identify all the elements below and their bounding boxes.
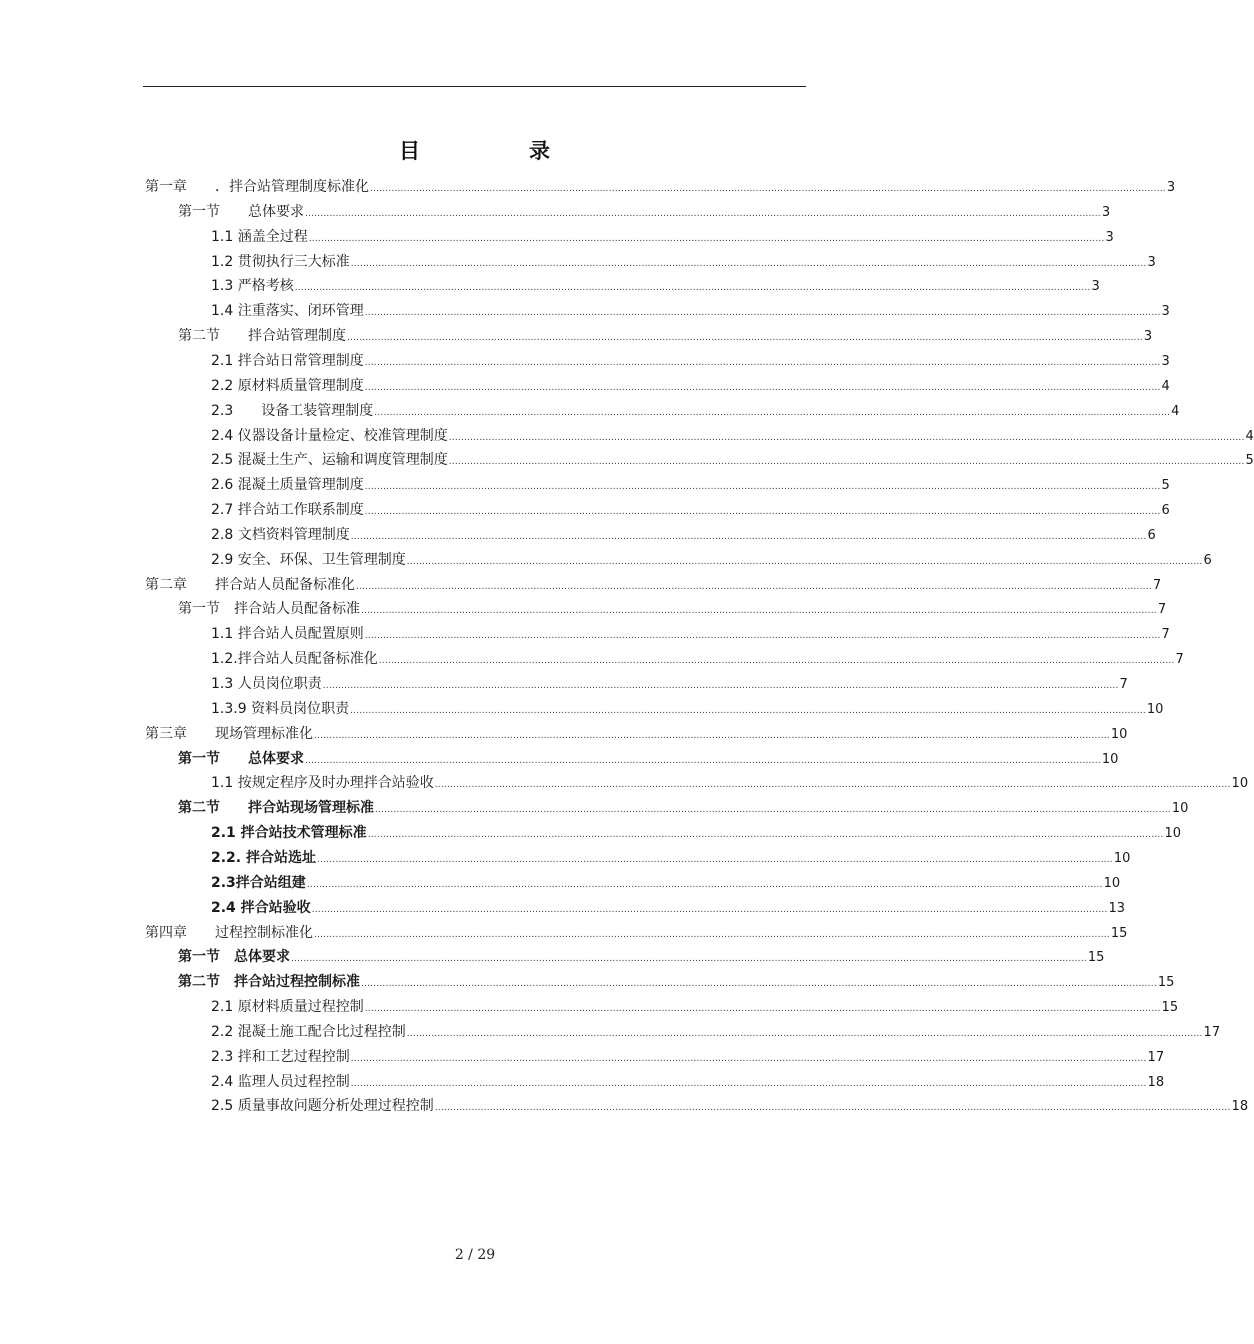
toc-entry-page: 4 [1161, 378, 1170, 394]
toc-dot-leader: .................................................................................................................................................................................................................................................................... [356, 581, 1152, 592]
toc-entry-title: 第一节 总体要求 [178, 949, 290, 966]
toc-entry[interactable] [211, 425, 1254, 447]
toc-entry-title: 2.4 拌合站验收 [211, 899, 311, 916]
toc-entry[interactable] [178, 325, 1153, 347]
toc-entry-title: 2.8 文档资料管理制度 [211, 526, 350, 543]
toc-dot-leader: .................................................................................................................................................................................................................................................................... [350, 258, 1147, 269]
toc-entry-page: 7 [1175, 652, 1184, 668]
toc-dot-leader: .................................................................................................................................................................................................................................................................... [434, 780, 1231, 791]
toc-entry-title: 1.3.9 资料员岗位职责 [211, 700, 350, 717]
toc-entry-title: 2.5 混凝土生产、运输和调度管理制度 [211, 452, 448, 469]
toc-entry[interactable] [211, 524, 1156, 546]
toc-dot-leader: .................................................................................................................................................................................................................................................................... [448, 457, 1245, 468]
toc-entry[interactable] [211, 1095, 1249, 1117]
toc-dot-leader: .................................................................................................................................................................................................................................................................... [347, 333, 1143, 344]
toc-entry-page: 10 [1103, 875, 1121, 891]
toc-entry[interactable] [211, 474, 1170, 496]
toc-entry[interactable] [145, 723, 1128, 745]
toc-entry-title: 1.2.拌合站人员配备标准化 [211, 651, 378, 668]
toc-entry-page: 10 [1231, 776, 1249, 792]
toc-entry-page: 3 [1166, 180, 1176, 195]
toc-title: 目 录 [399, 138, 594, 163]
toc-entry[interactable] [211, 872, 1121, 894]
toc-dot-leader: .................................................................................................................................................................................................................................................................... [350, 1078, 1147, 1089]
toc-entry-page: 17 [1203, 1024, 1221, 1040]
toc-dot-leader: .................................................................................................................................................................................................................................................................... [305, 755, 1101, 766]
toc-entry[interactable] [211, 300, 1170, 322]
toc-entry-page: 10 [1110, 726, 1128, 742]
toc-entry-page: 7 [1161, 627, 1170, 643]
toc-dot-leader: .................................................................................................................................................................................................................................................................... [306, 879, 1103, 890]
toc-entry-page: 17 [1147, 1049, 1165, 1065]
toc-dot-leader: .................................................................................................................................................................................................................................................................... [317, 854, 1113, 865]
toc-entry[interactable] [211, 549, 1212, 571]
toc-entry[interactable] [178, 946, 1105, 968]
toc-dot-leader: .................................................................................................................................................................................................................................................................... [350, 1053, 1147, 1064]
toc-entry-title: 第二节 拌合站过程控制标准 [178, 974, 360, 991]
toc-entry-page: 3 [1161, 304, 1170, 320]
toc-entry-title: 2.2 原材料质量管理制度 [211, 377, 364, 394]
toc-entry-page: 4 [1171, 403, 1180, 419]
toc-dot-leader: .................................................................................................................................................................................................................................................................... [291, 954, 1087, 965]
toc-dot-leader: .................................................................................................................................................................................................................................................................... [364, 382, 1161, 393]
toc-entry-title: 第一节 总体要求 [178, 203, 304, 220]
toc-entry[interactable] [211, 275, 1100, 297]
toc-entry-title: 2.3 设备工装管理制度 [211, 402, 374, 419]
toc-entry-page: 13 [1108, 900, 1126, 916]
toc-entry-title: 1.1 涵盖全过程 [211, 228, 308, 245]
toc-entry-page: 6 [1203, 552, 1212, 568]
toc-entry-page: 3 [1105, 229, 1114, 245]
toc-entry-page: 7 [1157, 602, 1167, 618]
toc-dot-leader: .................................................................................................................................................................................................................................................................... [294, 283, 1091, 294]
toc-dot-leader: .................................................................................................................................................................................................................................................................... [314, 929, 1110, 940]
toc-entry-title: 第三章 现场管理标准化 [145, 725, 313, 742]
toc-entry[interactable] [211, 1021, 1221, 1043]
toc-entry-page: 5 [1245, 453, 1254, 469]
toc-entry[interactable] [211, 1046, 1165, 1068]
toc-entry-title: 第一章 ．拌合站管理制度标准化 [145, 179, 369, 195]
toc-entry[interactable] [211, 822, 1182, 844]
toc-dot-leader: .................................................................................................................................................................................................................................................................... [314, 730, 1110, 741]
toc-entry-title: 2.1 拌合站技术管理标准 [211, 825, 367, 842]
toc-entry[interactable] [211, 623, 1170, 645]
toc-entry-title: 2.9 安全、环保、卫生管理制度 [211, 551, 406, 568]
toc-entry-title: 1.4 注重落实、闭环管理 [211, 303, 364, 320]
toc-entry-title: 第二章 拌合站人员配备标准化 [145, 576, 355, 593]
toc-entry-page: 6 [1147, 527, 1156, 543]
toc-entry-title: 2.4 仪器设备计量检定、校准管理制度 [211, 427, 448, 444]
toc-entry[interactable] [211, 251, 1156, 273]
toc-entry[interactable] [145, 176, 1176, 198]
toc-dot-leader: .................................................................................................................................................................................................................................................................... [322, 681, 1119, 691]
toc-entry-title: 2.3 拌和工艺过程控制 [211, 1048, 350, 1065]
toc-entry-title: 第一节 总体要求 [178, 750, 304, 767]
toc-entry-title: 1.3 严格考核 [211, 278, 294, 295]
toc-dot-leader: .................................................................................................................................................................................................................................................................... [448, 432, 1245, 443]
toc-entry-page: 18 [1147, 1074, 1165, 1090]
toc-dot-leader: .................................................................................................................................................................................................................................................................... [364, 507, 1161, 518]
toc-entry[interactable] [178, 971, 1175, 993]
toc-entry-page: 10 [1146, 701, 1164, 717]
toc-entry-page: 5 [1161, 478, 1170, 494]
toc-entry-page: 10 [1113, 850, 1131, 866]
toc-dot-leader: .................................................................................................................................................................................................................................................................... [378, 656, 1175, 667]
toc-entry-title: 第二节 拌合站现场管理标准 [178, 800, 374, 817]
toc-entry-title: 2.1 原材料质量过程控制 [211, 999, 364, 1016]
toc-entry-title: 1.3 人员岗位职责 [211, 676, 322, 692]
toc-dot-leader: .................................................................................................................................................................................................................................................................... [350, 531, 1147, 542]
toc-entry-page: 7 [1152, 577, 1162, 593]
toc-entry-page: 10 [1164, 826, 1182, 842]
page-number: 2 / 29 [454, 1247, 496, 1263]
toc-dot-leader: .................................................................................................................................................................................................................................................................... [370, 184, 1166, 194]
toc-entry[interactable] [211, 648, 1184, 670]
toc-dot-leader: .................................................................................................................................................................................................................................................................... [311, 904, 1108, 915]
toc-entry[interactable] [211, 673, 1128, 695]
toc-entry-page: 3 [1091, 279, 1100, 295]
toc-entry-title: 2.5 质量事故问题分析处理过程控制 [211, 1098, 434, 1115]
toc-dot-leader: .................................................................................................................................................................................................................................................................... [406, 556, 1203, 567]
toc-entry[interactable] [211, 1071, 1165, 1093]
toc-entry[interactable] [178, 797, 1189, 819]
toc-entry[interactable] [211, 772, 1249, 794]
toc-dot-leader: .................................................................................................................................................................................................................................................................... [364, 308, 1161, 319]
toc-entry-title: 第一节 拌合站人员配备标准 [178, 601, 360, 618]
toc-dot-leader: .................................................................................................................................................................................................................................................................... [364, 357, 1161, 368]
toc-entry-page: 10 [1101, 751, 1119, 767]
toc-entry-title: 2.6 混凝土质量管理制度 [211, 477, 364, 494]
toc-dot-leader: .................................................................................................................................................................................................................................................................... [364, 1004, 1161, 1015]
toc-entry-title: 2.7 拌合站工作联系制度 [211, 502, 364, 519]
toc-entry-page: 18 [1231, 1099, 1249, 1115]
toc-entry-title: 2.2. 拌合站选址 [211, 849, 316, 866]
toc-entry-page: 3 [1147, 254, 1156, 270]
toc-entry[interactable] [211, 897, 1126, 919]
toc-entry-page: 6 [1161, 503, 1170, 519]
toc-entry-page: 10 [1171, 801, 1189, 817]
toc-entry-title: 2.3拌合站组建 [211, 874, 306, 891]
toc-entry[interactable] [211, 698, 1164, 720]
toc-entry-page: 15 [1087, 950, 1105, 966]
toc-dot-leader: .................................................................................................................................................................................................................................................................... [375, 805, 1171, 816]
toc-entry[interactable] [211, 847, 1131, 869]
toc-entry[interactable] [211, 996, 1179, 1018]
toc-entry[interactable] [178, 598, 1167, 620]
toc-dot-leader: .................................................................................................................................................................................................................................................................... [406, 1028, 1203, 1039]
toc-dot-leader: .................................................................................................................................................................................................................................................................... [364, 631, 1161, 642]
toc-dot-leader: .................................................................................................................................................................................................................................................................... [367, 830, 1164, 841]
toc-entry-page: 15 [1110, 925, 1128, 941]
toc-entry[interactable] [211, 400, 1180, 422]
toc-dot-leader: .................................................................................................................................................................................................................................................................... [361, 606, 1157, 617]
toc-dot-leader: .................................................................................................................................................................................................................................................................... [305, 208, 1101, 219]
toc-dot-leader: .................................................................................................................................................................................................................................................................... [308, 233, 1105, 244]
toc-entry-title: 第二节 拌合站管理制度 [178, 328, 346, 345]
toc-entry[interactable] [178, 748, 1119, 770]
toc-entry-page: 3 [1143, 329, 1153, 345]
toc-entry[interactable] [145, 574, 1162, 596]
toc-entry[interactable] [211, 499, 1170, 521]
toc-dot-leader: .................................................................................................................................................................................................................................................................... [361, 979, 1157, 990]
toc-entry[interactable] [211, 449, 1254, 471]
toc-dot-leader: .................................................................................................................................................................................................................................................................... [434, 1103, 1231, 1114]
toc-dot-leader: .................................................................................................................................................................................................................................................................... [364, 482, 1161, 493]
toc-entry-page: 3 [1101, 204, 1111, 220]
toc-entry-page: 15 [1161, 1000, 1179, 1016]
toc-entry-title: 1.1 按规定程序及时办理拌合站验收 [211, 775, 434, 792]
toc-entry-title: 1.1 拌合站人员配置原则 [211, 626, 364, 643]
toc-dot-leader: .................................................................................................................................................................................................................................................................... [350, 705, 1146, 716]
toc-entry-title: 1.2 贯彻执行三大标准 [211, 253, 350, 270]
toc-entry-page: 7 [1119, 677, 1128, 692]
toc-entry-title: 2.2 混凝土施工配合比过程控制 [211, 1023, 406, 1040]
toc-entry[interactable] [211, 226, 1114, 248]
toc-entry[interactable] [145, 922, 1128, 944]
toc-entry-title: 2.4 监理人员过程控制 [211, 1073, 350, 1090]
toc-entry-title: 第四章 过程控制标准化 [145, 924, 313, 941]
toc-entry[interactable] [211, 350, 1170, 372]
toc-entry-page: 15 [1157, 975, 1175, 991]
toc-entry-page: 4 [1245, 428, 1254, 444]
toc-entry-title: 2.1 拌合站日常管理制度 [211, 352, 364, 369]
toc-dot-leader: .................................................................................................................................................................................................................................................................... [374, 407, 1171, 418]
toc-entry[interactable] [178, 201, 1111, 223]
toc-entry[interactable] [211, 375, 1170, 397]
toc-entry-page: 3 [1161, 353, 1170, 369]
